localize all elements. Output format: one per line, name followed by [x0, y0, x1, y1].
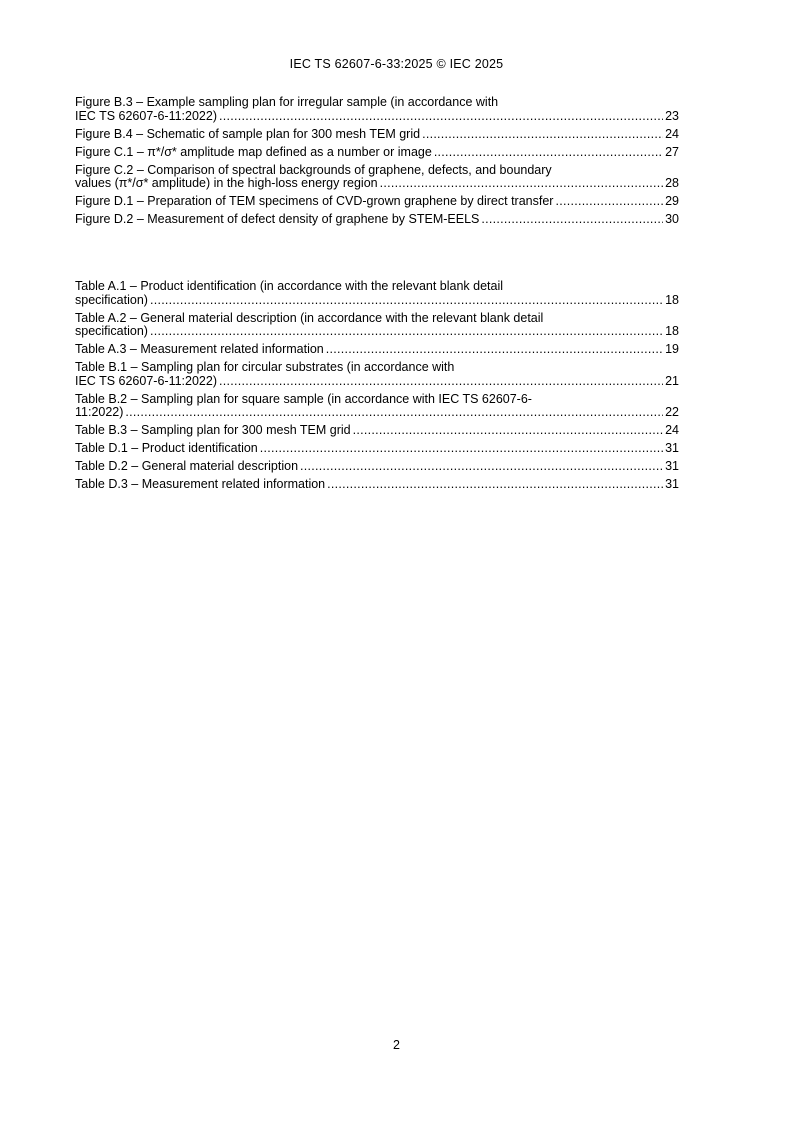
list-of-figures — [75, 96, 679, 231]
toc-page-number: 31 — [665, 459, 679, 473]
toc-entry-text: values (π*/σ* amplitude) in the high-loss energy region — [75, 176, 378, 190]
toc-entry-table-d2[interactable] — [75, 460, 679, 474]
toc-entry-figure-b4[interactable] — [75, 128, 679, 142]
toc-entry-table-a2[interactable] — [75, 312, 679, 339]
toc-entry-table-b1[interactable] — [75, 361, 679, 388]
dot-leader — [327, 478, 663, 492]
toc-entry-text: Table B.1 – Sampling plan for circular substrates (in accordance with — [75, 360, 455, 374]
toc-entry-figure-d2[interactable] — [75, 213, 679, 227]
toc-entry-text: Figure D.1 – Preparation of TEM specimens of CVD-grown graphene by direct transfer — [75, 194, 554, 208]
toc-entry-table-d3[interactable] — [75, 478, 679, 492]
toc-entry-table-d1[interactable] — [75, 442, 679, 456]
dot-leader — [434, 146, 663, 160]
toc-entry-text: Figure C.2 – Comparison of spectral backgrounds of graphene, defects, and boundary — [75, 162, 552, 177]
toc-entry-text: Table A.3 – Measurement related information — [75, 342, 324, 356]
toc-page-number: 31 — [665, 441, 679, 455]
toc-entry-text: Table B.3 – Sampling plan for 300 mesh TEM grid — [75, 423, 351, 437]
dot-leader — [219, 375, 663, 389]
toc-entry-text: Figure D.2 – Measurement of defect density of graphene by STEM-EELS — [75, 212, 480, 226]
toc-page-number: 31 — [665, 477, 679, 491]
toc-page-number: 24 — [665, 423, 679, 437]
toc-entry-text: IEC TS 62607-6-11:2022) — [75, 108, 217, 123]
toc-entry-figure-d1[interactable] — [75, 195, 679, 209]
toc-entry-text: Figure B.3 – Example sampling plan for irregular sample (in accordance with — [75, 95, 499, 109]
toc-page-number: 19 — [665, 342, 679, 356]
dot-leader — [260, 442, 663, 456]
toc-entry-figure-b3[interactable] — [75, 96, 679, 123]
toc-page-number: 28 — [665, 176, 679, 190]
toc-page-number: 30 — [665, 212, 679, 226]
toc-page-number: 29 — [665, 194, 679, 208]
dot-leader — [300, 460, 663, 474]
toc-page-number: 24 — [665, 126, 679, 141]
toc-page-number: 21 — [665, 373, 679, 388]
toc-entry-text: specification) — [75, 324, 148, 338]
toc-entry-text: Table D.2 – General material description — [75, 459, 299, 473]
dot-leader — [481, 213, 663, 227]
dot-leader — [555, 195, 663, 209]
dot-leader — [125, 406, 663, 420]
toc-entry-text: Table D.3 – Measurement related information — [75, 477, 326, 491]
toc-entry-text: Figure C.1 – π*/σ* amplitude map defined as a number or image — [75, 144, 432, 159]
dot-leader — [219, 110, 663, 124]
dot-leader — [326, 343, 663, 357]
toc-entry-text: Table A.1 – Product identification (in accordance with the relevant blank detail — [75, 279, 504, 293]
dot-leader — [150, 325, 663, 339]
toc-entry-table-a3[interactable] — [75, 343, 679, 357]
toc-entry-text: Table D.1 – Product identification — [75, 441, 258, 455]
toc-entry-text: IEC TS 62607-6-11:2022) — [75, 373, 217, 388]
dot-leader — [380, 177, 663, 191]
toc-entry-text: specification) — [75, 292, 148, 307]
page-header: IEC TS 62607-6-33:2025 © IEC 2025 — [289, 57, 504, 71]
dot-leader — [150, 294, 663, 308]
list-of-tables — [75, 280, 679, 496]
toc-page-number: 22 — [665, 405, 679, 419]
dot-leader — [422, 128, 663, 142]
toc-entry-figure-c2[interactable] — [75, 164, 679, 191]
toc-entry-table-b3[interactable] — [75, 424, 679, 438]
toc-page-number: 23 — [665, 108, 679, 123]
toc-page-number: 18 — [665, 324, 679, 338]
page-number: 2 — [393, 1038, 400, 1052]
toc-entry-text: Figure B.4 – Schematic of sample plan for 300 mesh TEM grid — [75, 126, 421, 141]
toc-entry-figure-c1[interactable] — [75, 146, 679, 160]
toc-entry-text: Table B.2 – Sampling plan for square sample (in accordance with IEC TS 62607-6- — [75, 391, 532, 406]
toc-page-number: 18 — [665, 292, 679, 307]
toc-entry-table-a1[interactable] — [75, 280, 679, 307]
dot-leader — [353, 424, 663, 438]
toc-page-number: 27 — [665, 144, 679, 159]
toc-entry-text: 11:2022) — [75, 405, 124, 419]
toc-entry-text: Table A.2 – General material description (in accordance with the relevant blank detail — [75, 310, 544, 325]
toc-entry-table-b2[interactable] — [75, 393, 679, 420]
